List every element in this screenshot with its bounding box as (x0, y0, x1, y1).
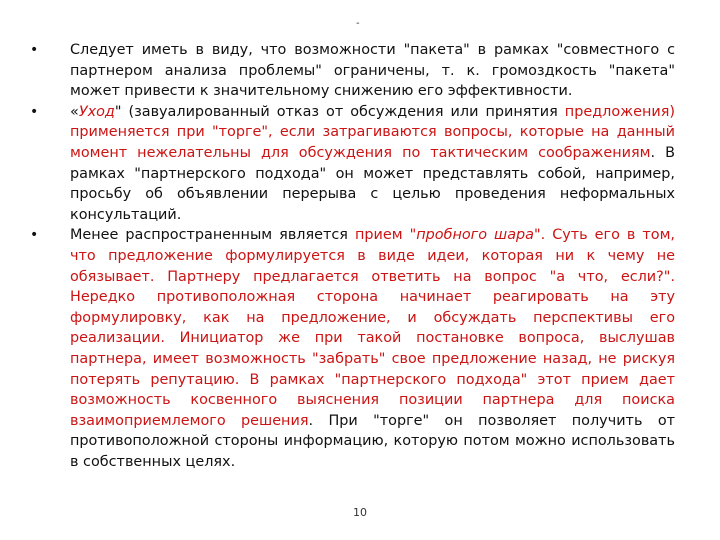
item-2-segment-3: " (завуалированный отказ от обсуждения или принятия (114, 103, 565, 120)
item-3-segment-1: Менее распространенным является (70, 227, 355, 244)
item-1-text (70, 42, 675, 99)
item-2-segment-2: Уход (78, 103, 115, 120)
item-2-segment-1: « (70, 103, 79, 120)
item-3-segment-2: прием " (354, 227, 417, 244)
item-3-segment-5: . Суть его в том, что предложение формулируется в виде идеи, которая ни к чему не обязывает. Партнеру предлагается ответить на вопрос "а что, если?". Нередко противоположная сторона начинает реагировать на эту формулировку, как на предложение, и обсуждать перспективы его реализации. Инициатор же при такой постановке вопроса, выслушав партнера, имеет возможность "забрать" свое предложение назад, не рискуя потерять репутацию. В рамках "партнерского подхода" этот прием дает возможность косвенного выяснения позиции партнера для поиска взаимоприемлемого решения (70, 227, 675, 429)
item-3-segment-4: " (534, 227, 541, 244)
item-2-segment-5: . В рамках "партнерского подхода" он может представлять собой, например, просьбу об объявлении перерыва с целью проведения неформальных консультаций. (70, 144, 675, 223)
bullet-icon: • (30, 227, 39, 244)
item-3-text (70, 227, 675, 470)
item-3-segment-6: . При "торге" он позволяет получить от противоположной стороны информацию, которую потом можно использовать в собственных целях. (70, 412, 676, 470)
list-item (30, 102, 675, 226)
item-2-text (70, 104, 675, 223)
bullet-icon: • (30, 42, 39, 58)
list-item (30, 225, 675, 472)
list-item (30, 40, 675, 102)
item-2-segment-4: предложения) применяется при "торге", если затрагиваются вопросы, которые на данный момент нежелательны для обсуждения по тактическим соображениям (70, 103, 675, 161)
page-number: 10 (353, 506, 367, 519)
item-3-segment-3: пробного шара (416, 227, 534, 244)
item-1-segment-1: Следует иметь в виду, что возможности "пакета" в рамках "совместного с партнером анализа проблемы" ограничены, т. к. громоздкость "пакета" может привести к значительному снижению его эффективности. (70, 42, 675, 100)
bullet-icon: • (30, 103, 39, 120)
bullet-list (30, 40, 675, 472)
header-mark: - (356, 18, 360, 29)
